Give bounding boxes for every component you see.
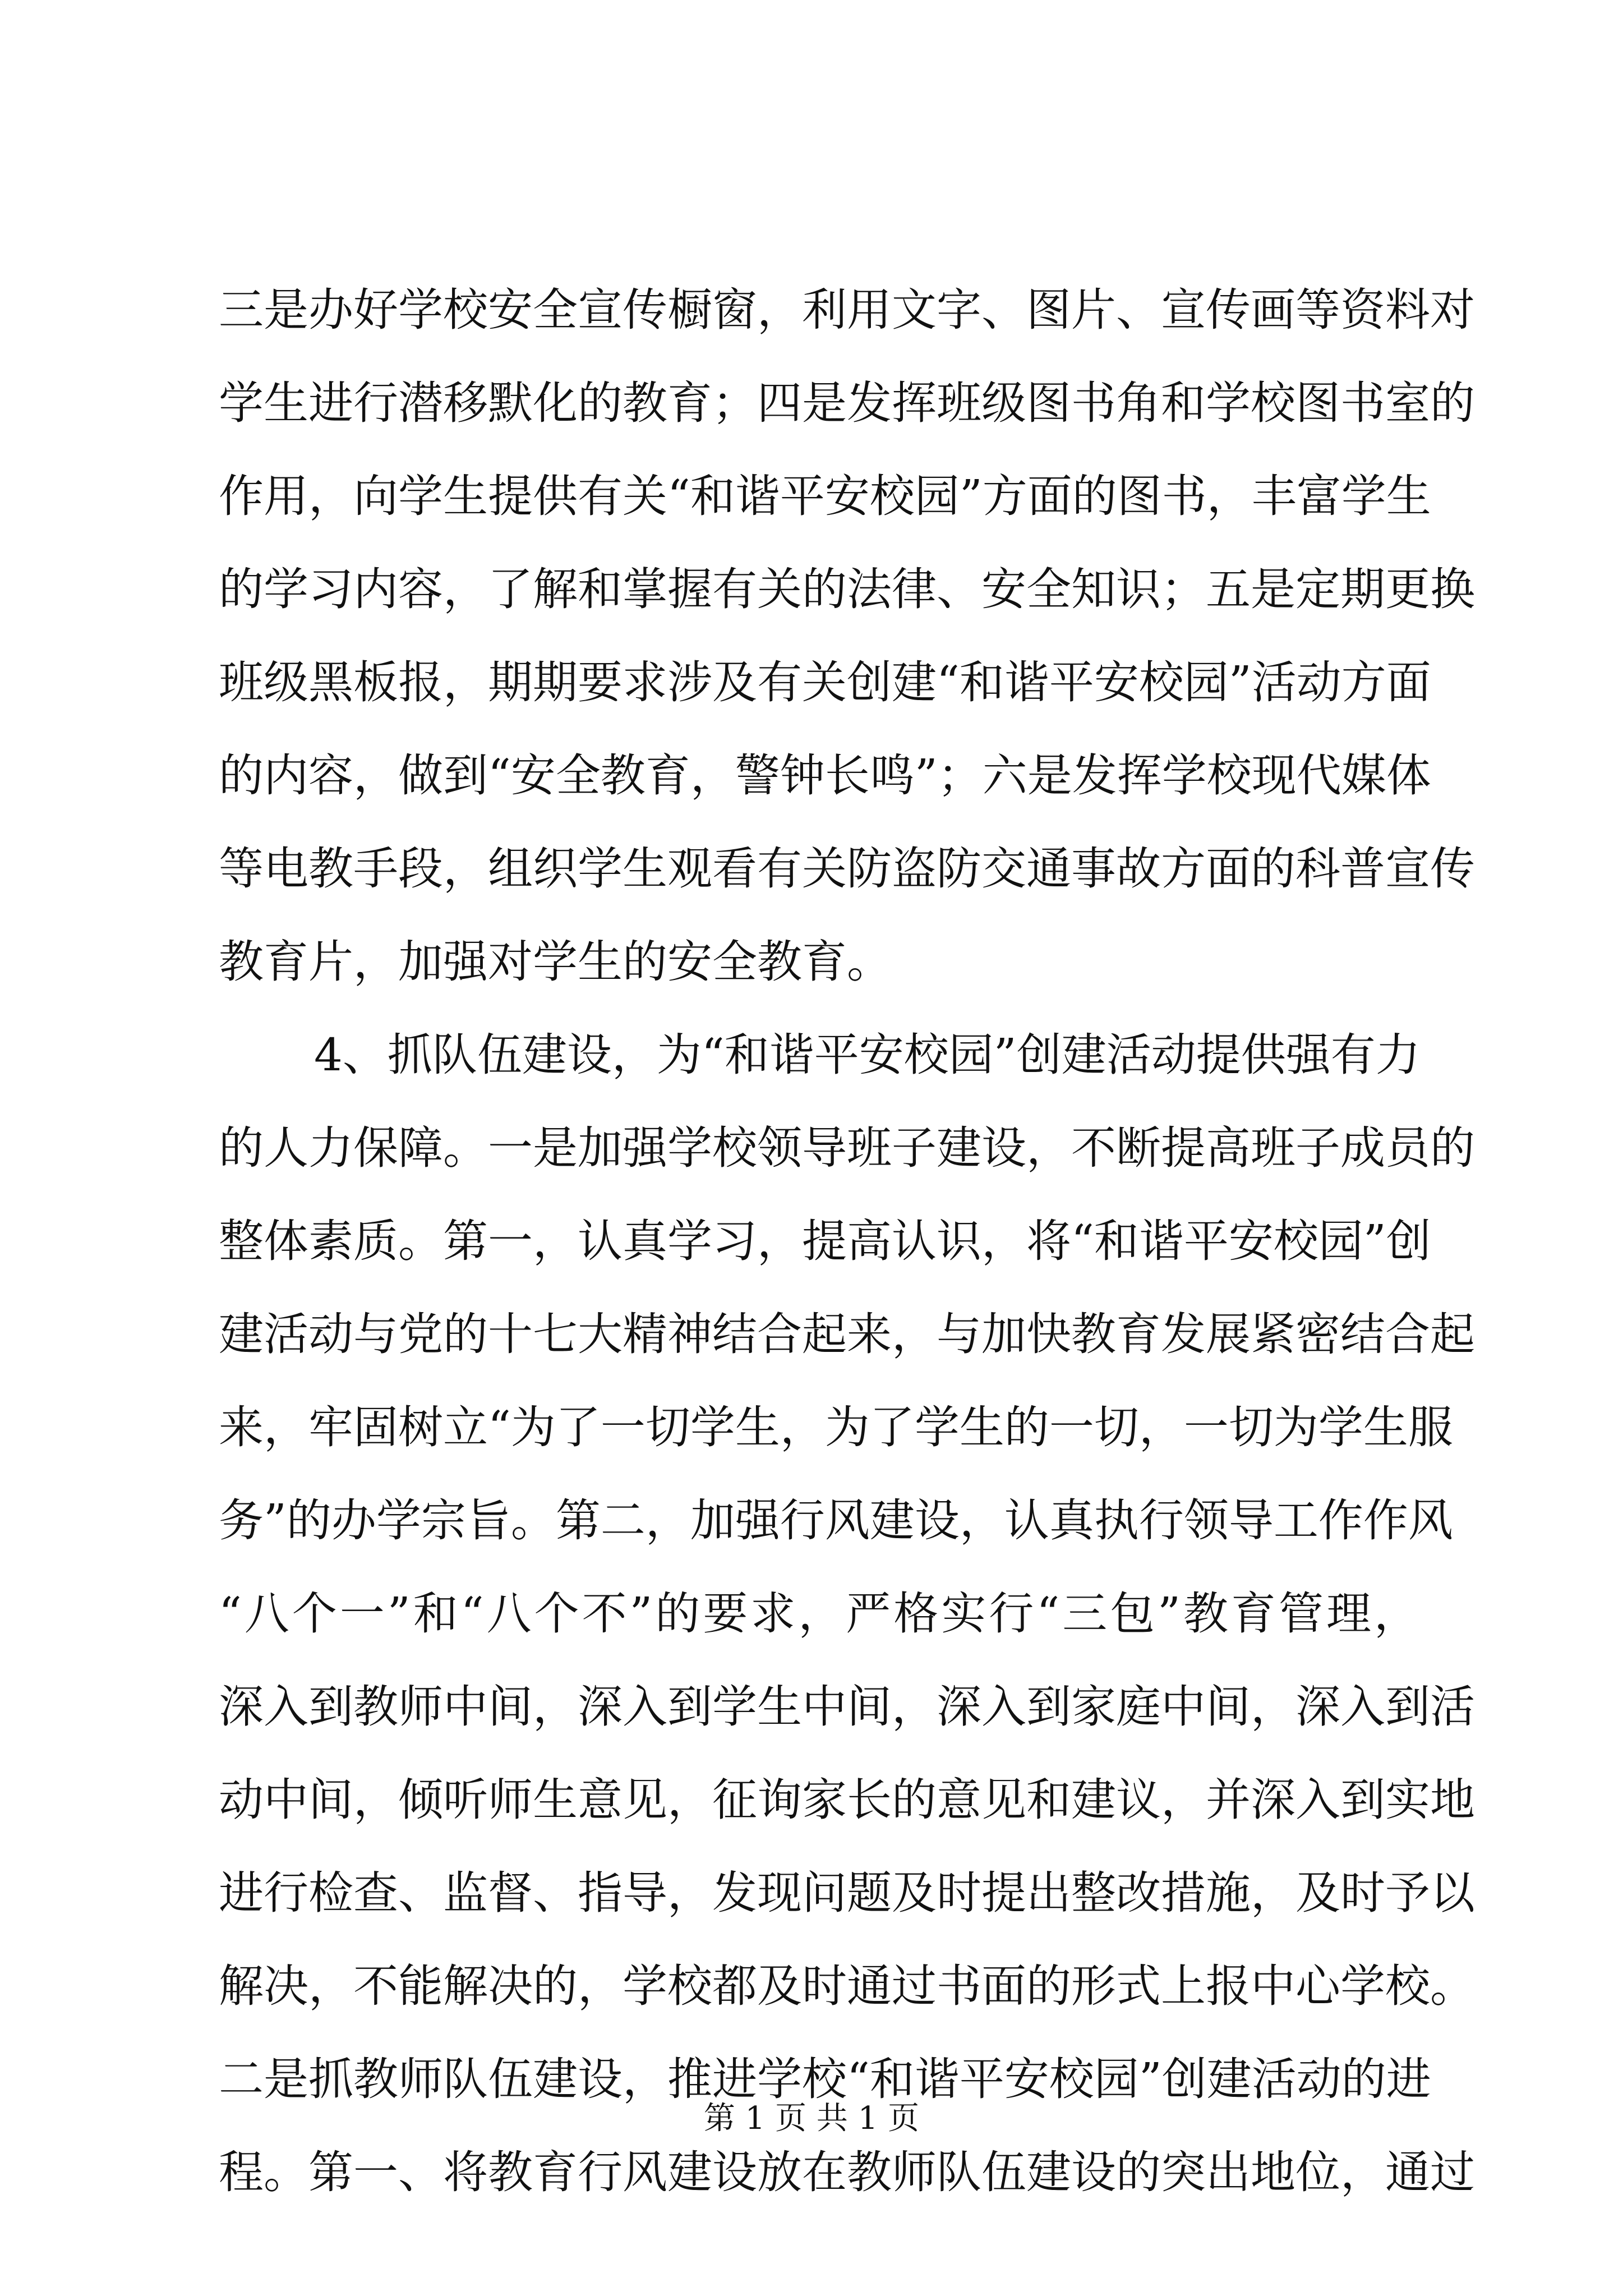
text-line: 务”的办学宗旨。第二，加强行风建设，认真执行领导工作作风 — [219, 1494, 1453, 1547]
text-line: 解决，不能解决的，学校都及时通过书面的形式上报中心学校。 — [219, 1960, 1475, 2012]
text-line: 整体素质。第一，认真学习，提高认识，将“和谐平安校园”创 — [219, 1215, 1431, 1267]
text-line: 程。第一、将教育行风建设放在教师队伍建设的突出地位，通过 — [219, 2146, 1475, 2198]
text-line: 的人力保障。一是加强学校领导班子建设，不断提高班子成员的 — [219, 1122, 1475, 1174]
text-line: “八个一”和“八个不”的要求，严格实行“三包”教育管理， — [219, 1588, 1419, 1640]
text-line: 动中间，倾听师生意见，征询家长的意见和建议，并深入到实地 — [219, 1774, 1475, 1826]
text-line: 教育片，加强对学生的安全教育。 — [219, 936, 892, 988]
text-line: 班级黑板报，期期要求涉及有关创建“和谐平安校园”活动方面 — [219, 656, 1431, 708]
text-line: 的学习内容，了解和掌握有关的法律、安全知识；五是定期更换 — [219, 563, 1475, 615]
text-line: 来，牢固树立“为了一切学生，为了学生的一切，一切为学生服 — [219, 1401, 1453, 1453]
text-line: 深入到教师中间，深入到学生中间，深入到家庭中间，深入到活 — [219, 1681, 1475, 1733]
text-line: 进行检查、监督、指导，发现问题及时提出整改措施，及时予以 — [219, 1867, 1475, 1919]
text-line: 学生进行潜移默化的教育；四是发挥班级图书角和学校图书室的 — [219, 377, 1475, 429]
page-number-footer: 第 1 页 共 1 页 — [703, 2100, 920, 2137]
text-line: 建活动与党的十七大精神结合起来，与加快教育发展紧密结合起 — [219, 1308, 1475, 1360]
document-body — [219, 264, 1475, 2219]
paragraph-start-line: 4、抓队伍建设，为“和谐平安校园”创建活动提供强有力 — [314, 1029, 1421, 1081]
text-line: 三是办好学校安全宣传橱窗，利用文字、图片、宣传画等资料对 — [219, 284, 1475, 336]
text-line: 二是抓教师队伍建设，推进学校“和谐平安校园”创建活动的进 — [219, 2053, 1431, 2105]
text-line: 作用，向学生提供有关“和谐平安校园”方面的图书，丰富学生 — [219, 470, 1431, 522]
text-line: 的内容，做到“安全教育，警钟长鸣”；六是发挥学校现代媒体 — [219, 749, 1431, 802]
text-line: 等电教手段，组织学生观看有关防盗防交通事故方面的科普宣传 — [219, 843, 1475, 895]
